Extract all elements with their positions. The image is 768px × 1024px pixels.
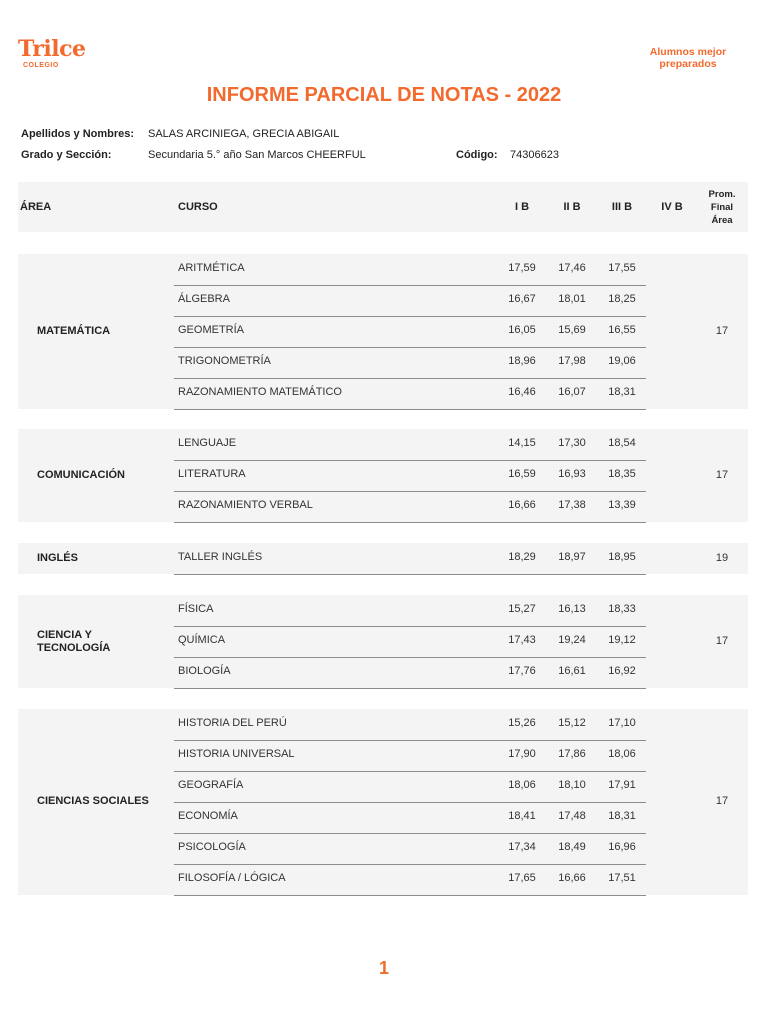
table-header — [18, 182, 748, 232]
course-name: LENGUAJE — [178, 437, 237, 449]
table-row — [174, 740, 646, 772]
student-code: 74306623 — [510, 149, 559, 161]
area-average: 17 — [715, 468, 729, 481]
grade-b1: 16,59 — [508, 468, 536, 480]
table-row — [174, 316, 646, 348]
course-name: ÁLGEBRA — [178, 293, 230, 305]
grade-b3: 17,91 — [608, 779, 636, 791]
grade-b2: 17,38 — [558, 499, 586, 511]
grade-b3: 18,54 — [608, 437, 636, 449]
grade-b3: 19,12 — [608, 634, 636, 646]
grade-b3: 18,31 — [608, 386, 636, 398]
grade-b3: 16,96 — [608, 841, 636, 853]
table-row — [174, 429, 646, 461]
student-grade: Secundaria 5.° año San Marcos CHEERFUL — [148, 149, 366, 161]
grade-b1: 16,67 — [508, 293, 536, 305]
grade-b1: 17,43 — [508, 634, 536, 646]
grade-b3: 17,55 — [608, 262, 636, 274]
grade-b3: 16,55 — [608, 324, 636, 336]
grade-b1: 17,59 — [508, 262, 536, 274]
course-name: GEOGRAFÍA — [178, 779, 244, 791]
course-name: FILOSOFÍA / LÓGICA — [178, 872, 286, 884]
grade-b3: 18,33 — [608, 603, 636, 615]
grade-b1: 18,96 — [508, 355, 536, 367]
area-average: 19 — [715, 551, 729, 564]
course-name: BIOLOGÍA — [178, 665, 231, 677]
logo-text: Trilce — [18, 36, 86, 62]
grade-b2: 16,07 — [558, 386, 586, 398]
area-block — [18, 543, 748, 574]
grade-label: Grado y Sección: — [21, 149, 112, 161]
grade-b1: 17,76 — [508, 665, 536, 677]
course-name: QUÍMICA — [178, 634, 226, 646]
area-block — [18, 429, 748, 522]
grade-b2: 17,86 — [558, 748, 586, 760]
grade-b3: 19,06 — [608, 355, 636, 367]
grade-b2: 17,30 — [558, 437, 586, 449]
area-name: MATEMÁTICA — [37, 324, 111, 337]
table-row — [174, 833, 646, 865]
header-course: CURSO — [178, 201, 218, 213]
grade-b3: 18,25 — [608, 293, 636, 305]
grade-b1: 17,34 — [508, 841, 536, 853]
grade-b2: 17,48 — [558, 810, 586, 822]
course-name: ARITMÉTICA — [178, 262, 245, 274]
header-area: ÁREA — [20, 201, 52, 213]
area-average: 17 — [715, 324, 729, 337]
course-name: GEOMETRÍA — [178, 324, 245, 336]
grade-b2: 16,61 — [558, 665, 586, 677]
table-row — [174, 347, 646, 379]
grade-b3: 16,92 — [608, 665, 636, 677]
grade-b3: 17,51 — [608, 872, 636, 884]
course-name: PSICOLOGÍA — [178, 841, 246, 853]
grade-b3: 13,39 — [608, 499, 636, 511]
course-name: TRIGONOMETRÍA — [178, 355, 271, 367]
student-name: SALAS ARCINIEGA, GRECIA ABIGAIL — [148, 128, 340, 140]
table-row — [174, 460, 646, 492]
course-name: RAZONAMIENTO VERBAL — [178, 499, 313, 511]
name-label: Apellidos y Nombres: — [21, 128, 135, 140]
course-name: RAZONAMIENTO MATEMÁTICO — [178, 386, 342, 398]
grade-b1: 16,46 — [508, 386, 536, 398]
grade-b3: 18,35 — [608, 468, 636, 480]
code-label: Código: — [456, 149, 498, 161]
grade-b1: 16,05 — [508, 324, 536, 336]
table-row — [174, 543, 646, 575]
table-row — [174, 657, 646, 689]
table-row — [174, 254, 646, 286]
logo-subtitle: COLEGIO — [23, 62, 59, 69]
school-logo — [18, 38, 85, 69]
area-name: COMUNICACIÓN — [37, 468, 125, 481]
table-row — [174, 626, 646, 658]
course-name: ECONOMÍA — [178, 810, 238, 822]
grade-b2: 19,24 — [558, 634, 586, 646]
grade-b2: 18,10 — [558, 779, 586, 791]
grade-b1: 15,27 — [508, 603, 536, 615]
table-row — [174, 771, 646, 803]
header-b4: IV B — [661, 201, 683, 213]
area-average: 17 — [715, 795, 729, 807]
grade-b1: 18,41 — [508, 810, 536, 822]
grade-b3: 17,10 — [608, 717, 636, 729]
grade-b2: 18,97 — [558, 551, 586, 563]
table-row — [174, 285, 646, 317]
grade-b2: 18,49 — [558, 841, 586, 853]
header-b1: I B — [514, 201, 530, 213]
grade-b2: 17,46 — [558, 262, 586, 274]
area-block — [18, 709, 748, 895]
course-name: TALLER INGLÉS — [178, 551, 263, 563]
grade-b2: 15,12 — [558, 717, 586, 729]
grade-b1: 17,90 — [508, 748, 536, 760]
grade-b2: 15,69 — [558, 324, 586, 336]
area-average: 17 — [715, 634, 729, 647]
course-name: LITERATURA — [178, 468, 246, 480]
table-row — [174, 802, 646, 834]
area-name: INGLÉS — [37, 551, 78, 564]
course-name: HISTORIA DEL PERÚ — [178, 717, 287, 729]
area-name: CIENCIA Y TECNOLOGÍA — [37, 628, 111, 654]
grade-b3: 18,95 — [608, 551, 636, 563]
course-name: HISTORIA UNIVERSAL — [178, 748, 295, 760]
area-name: CIENCIAS SOCIALES — [37, 795, 149, 807]
grade-b2: 18,01 — [558, 293, 586, 305]
grade-b2: 16,66 — [558, 872, 586, 884]
area-block — [18, 595, 748, 688]
header-prom: Prom. Final Área — [708, 189, 736, 226]
header-b2: II B — [563, 201, 581, 213]
page-number: 1 — [378, 958, 389, 978]
grade-b1: 18,06 — [508, 779, 536, 791]
grade-b1: 18,29 — [508, 551, 536, 563]
report-title: INFORME PARCIAL DE NOTAS - 2022 — [206, 84, 562, 106]
grade-b1: 14,15 — [508, 437, 536, 449]
area-block — [18, 254, 748, 409]
table-row — [174, 491, 646, 523]
grade-b1: 16,66 — [508, 499, 536, 511]
table-row — [174, 378, 646, 410]
grade-b2: 16,93 — [558, 468, 586, 480]
grade-b3: 18,06 — [608, 748, 636, 760]
grade-b2: 16,13 — [558, 603, 586, 615]
table-row — [174, 709, 646, 741]
header-b3: III B — [611, 201, 633, 213]
grade-b3: 18,31 — [608, 810, 636, 822]
grade-b1: 17,65 — [508, 872, 536, 884]
grade-b2: 17,98 — [558, 355, 586, 367]
table-row — [174, 595, 646, 627]
course-name: FÍSICA — [178, 603, 214, 615]
grade-b1: 15,26 — [508, 717, 536, 729]
slogan: Alumnos mejor preparados — [649, 46, 727, 70]
table-row — [174, 864, 646, 896]
